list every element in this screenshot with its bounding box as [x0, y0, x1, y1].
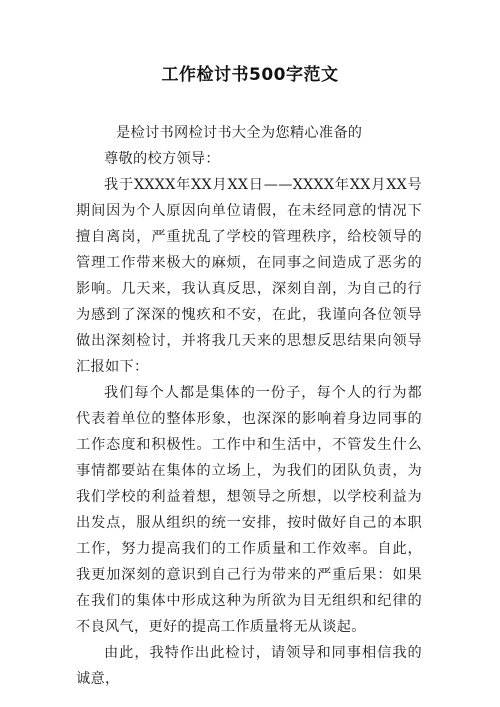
intro-line: 是检讨书网检讨书大全为您精心准备的 [116, 125, 363, 141]
paragraph-2: 我们每个人都是集体的一份子，每个人的行为都代表着单位的整体形象，也深深的影响着身边同事的工作态度和积极性。工作中和生活中，不管发生什么事情都要站在集体的立场上，为我们的团队负责，为我们学校的利益着想，想领导之所想，以学校利益为出发点，服从组织的统一安排，按时做好自己的本职工作，努力提高我们的工作质量和工作效率。自此，我更加深刻的意识到自己行为带来的严重后果：如果在我们的集体中形成这种为所欲为目无组织和纪律的不良风气，更好的提高工作质量将无从谈起。 [76, 385, 422, 635]
paragraph-3: 由此，我特作出此检讨，请领导和同事相信我的诚意， [76, 645, 422, 687]
document-body [76, 120, 422, 692]
salutation: 尊敬的校方领导： [104, 151, 220, 167]
document-title: 工作检讨书500字范文 [161, 65, 339, 85]
paragraph-1: 我于XXXX年XX月XX日——XXXX年XX月XX号期间因为个人原因向单位请假，在未经同意的情况下擅自离岗，严重扰乱了学校的管理秩序，给校领导的管理工作带来极大的麻烦，在同事之间造成了恶劣的影响。几天来，我认真反思，深刻自剖，为自己的行为感到了深深的愧疚和不安，在此，我谨向各位领导做出深刻检讨，并将我几天来的思想反思结果向领导汇报如下： [76, 177, 422, 375]
